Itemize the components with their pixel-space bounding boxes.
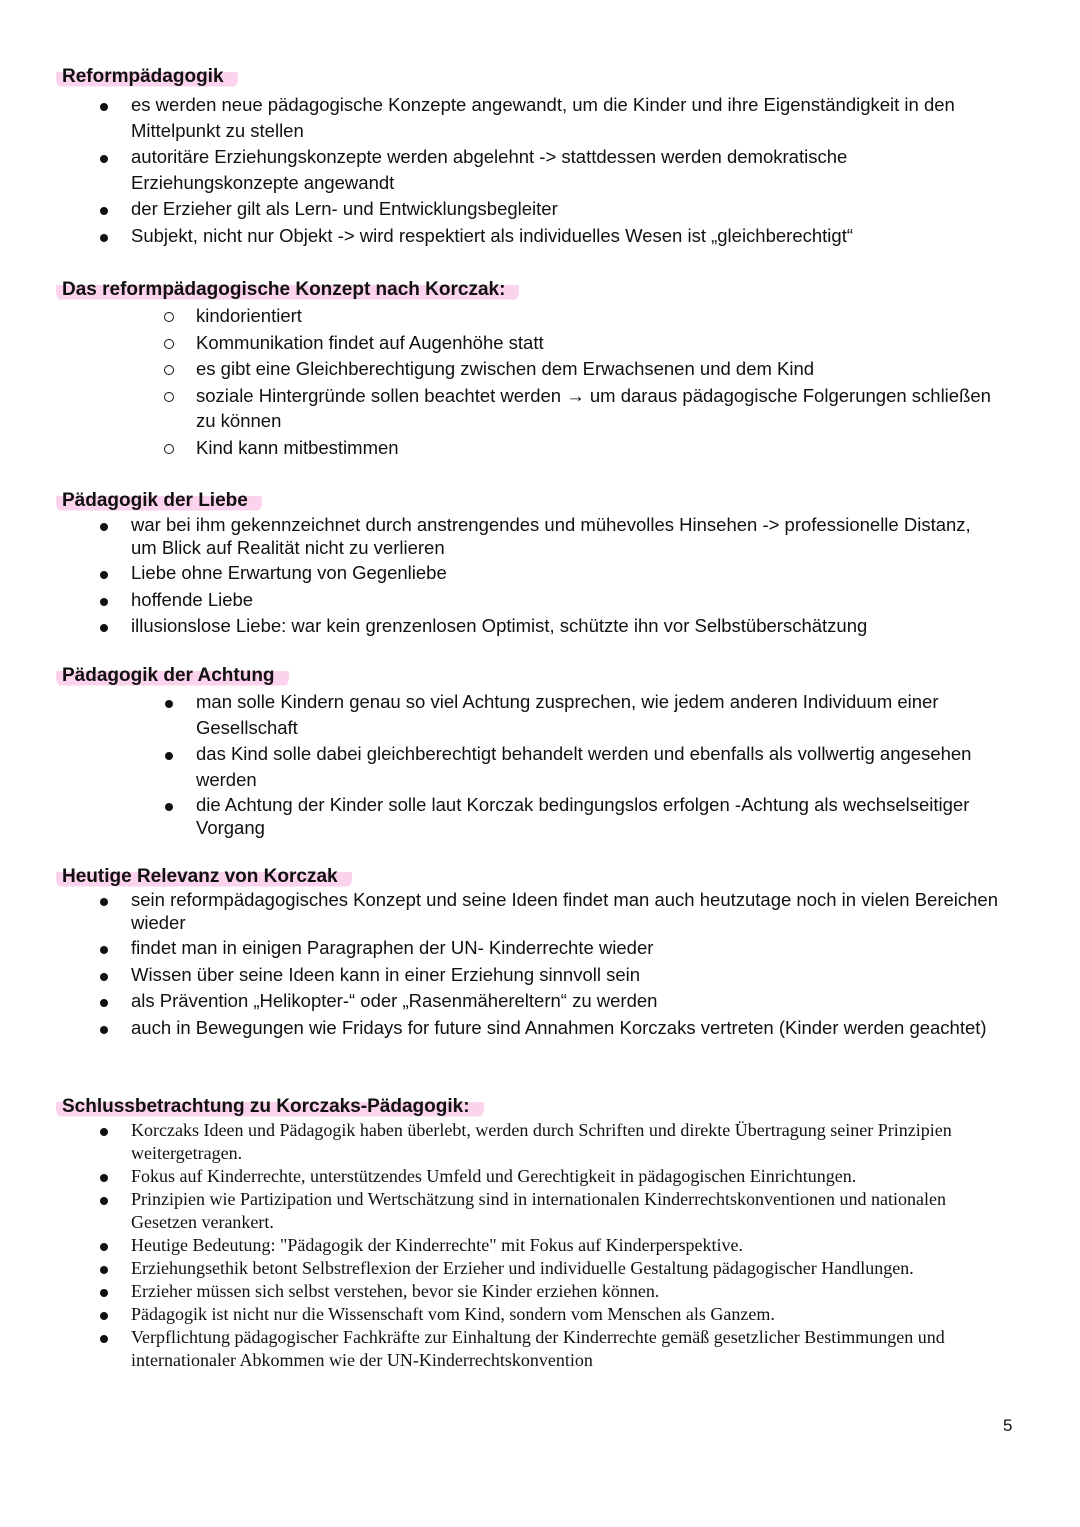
list-item: Erziehungsethik betont Selbstreflexion der Erzieher und individuelle Gestaltung pädagogischer Handlungen. <box>0 1257 1080 1280</box>
bullet-icon <box>94 587 114 613</box>
section-heading: Pädagogik der Achtung <box>56 664 289 688</box>
list-item: Wissen über seine Ideen kann in einer Erziehung sinnvoll sein <box>0 962 1080 988</box>
page-number: 5 <box>1003 1416 1013 1435</box>
bullet-icon <box>94 144 114 170</box>
bullet-icon <box>159 793 179 816</box>
section-paedagogik-achtung <box>0 664 1080 840</box>
section-heading: Schlussbetrachtung zu Korczaks-Pädagogik: <box>56 1095 484 1119</box>
bullet-list <box>0 92 1080 248</box>
list-item: illusionslose Liebe: war kein grenzenlosen Optimist, schützte ihn vor Selbstüberschätzung <box>0 613 1080 639</box>
section-reformpaedagogik <box>0 65 1080 249</box>
bullet-icon <box>94 1303 114 1326</box>
bullet-icon <box>94 935 114 961</box>
bullet-icon <box>94 92 114 118</box>
list-item: der Erzieher gilt als Lern- und Entwicklungsbegleiter <box>0 196 1080 222</box>
circle-bullet-icon <box>159 356 179 382</box>
list-item: Heutige Bedeutung: "Pädagogik der Kinderrechte" mit Fokus auf Kinderperspektive. <box>0 1234 1080 1257</box>
bullet-list <box>0 689 1080 839</box>
section-heading: Heutige Relevanz von Korczak <box>56 865 352 889</box>
bullet-icon <box>94 1234 114 1257</box>
list-item: hoffende Liebe <box>0 587 1080 613</box>
section-paedagogik-liebe <box>0 489 1080 640</box>
bullet-icon <box>94 1165 114 1188</box>
list-item: kindorientiert <box>0 303 1080 329</box>
bullet-icon <box>94 613 114 639</box>
list-item: auch in Bewegungen wie Fridays for future sind Annahmen Korczaks vertreten (Kinder werden geachtet) <box>0 1015 1080 1041</box>
list-item: Prinzipien wie Partizipation und Wertschätzung sind in internationalen Kinderrechtskonventionen und nationalen Gesetzen verankert. <box>0 1188 1080 1234</box>
bullet-list <box>0 513 1080 639</box>
bullet-icon <box>94 1326 114 1349</box>
list-item: es gibt eine Gleichberechtigung zwischen dem Erwachsenen und dem Kind <box>0 356 1080 382</box>
list-item: das Kind solle dabei gleichberechtigt behandelt werden und ebenfalls als vollwertig angesehen werden <box>0 741 1080 792</box>
list-item: als Prävention „Helikopter-“ oder „Rasenmähereltern“ zu werden <box>0 988 1080 1014</box>
circle-bullet-icon <box>159 303 179 329</box>
bullet-list <box>0 889 1080 1040</box>
list-item: die Achtung der Kinder solle laut Korczak bedingungslos erfolgen -Achtung als wechselseitiger Vorgang <box>0 793 1080 839</box>
section-heading: Das reformpädagogische Konzept nach Korczak: <box>56 278 519 302</box>
bullet-icon <box>94 513 114 536</box>
list-item: soziale Hintergründe sollen beachtet werden → um daraus pädagogische Folgerungen schließen zu können <box>0 383 1080 434</box>
circle-bullet-icon <box>159 330 179 356</box>
bullet-icon <box>94 560 114 586</box>
circle-bullet-icon <box>159 435 179 461</box>
bullet-icon <box>94 1280 114 1303</box>
list-item: Fokus auf Kinderrechte, unterstützendes Umfeld und Gerechtigkeit in pädagogischen Einrichtungen. <box>0 1165 1080 1188</box>
bullet-icon <box>94 889 114 912</box>
list-item: autoritäre Erziehungskonzepte werden abgelehnt -> stattdessen werden demokratische Erziehungskonzepte angewandt <box>0 144 1080 195</box>
bullet-icon <box>94 1257 114 1280</box>
bullet-icon <box>94 1119 114 1142</box>
circle-bullet-icon <box>159 383 179 409</box>
bullet-list <box>0 1119 1080 1372</box>
circle-list <box>0 303 1080 460</box>
list-item: Subjekt, nicht nur Objekt -> wird respektiert als individuelles Wesen ist „gleichberechtigt“ <box>0 223 1080 249</box>
list-item: Verpflichtung pädagogischer Fachkräfte zur Einhaltung der Kinderrechte gemäß gesetzlicher Bestimmungen und internationaler Abkommen wie der UN-Kinderrechtskonvention <box>0 1326 1080 1372</box>
bullet-icon <box>94 196 114 222</box>
section-heading: Pädagogik der Liebe <box>56 489 262 513</box>
bullet-icon <box>94 1015 114 1041</box>
list-item: Kommunikation findet auf Augenhöhe statt <box>0 330 1080 356</box>
bullet-icon <box>94 223 114 249</box>
list-item: Korczaks Ideen und Pädagogik haben überlebt, werden durch Schriften und direkte Übertragung seiner Prinzipien weitergetragen. <box>0 1119 1080 1165</box>
section-schlussbetrachtung <box>0 1095 1080 1372</box>
bullet-icon <box>94 1188 114 1211</box>
bullet-icon <box>159 689 179 715</box>
list-item: war bei ihm gekennzeichnet durch anstrengendes und mühevolles Hinsehen -> professionelle Distanz, um Blick auf Realität nicht zu verlieren <box>0 513 1080 559</box>
list-item: es werden neue pädagogische Konzepte angewandt, um die Kinder und ihre Eigenständigkeit in den Mittelpunkt zu stellen <box>0 92 1080 143</box>
list-item: Pädagogik ist nicht nur die Wissenschaft vom Kind, sondern vom Menschen als Ganzem. <box>0 1303 1080 1326</box>
section-konzept-korczak <box>0 278 1080 461</box>
list-item: man solle Kindern genau so viel Achtung zusprechen, wie jedem anderen Individuum einer Gesellschaft <box>0 689 1080 740</box>
bullet-icon <box>94 988 114 1014</box>
section-heading: Reformpädagogik <box>56 65 238 89</box>
list-item: sein reformpädagogisches Konzept und seine Ideen findet man auch heutzutage noch in vielen Bereichen wieder <box>0 889 1080 934</box>
section-heutige-relevanz <box>0 865 1080 1041</box>
list-item: Erzieher müssen sich selbst verstehen, bevor sie Kinder erziehen können. <box>0 1280 1080 1303</box>
list-item: findet man in einigen Paragraphen der UN- Kinderrechte wieder <box>0 935 1080 961</box>
list-item: Liebe ohne Erwartung von Gegenliebe <box>0 560 1080 586</box>
bullet-icon <box>94 962 114 988</box>
list-item: Kind kann mitbestimmen <box>0 435 1080 461</box>
bullet-icon <box>159 741 179 767</box>
